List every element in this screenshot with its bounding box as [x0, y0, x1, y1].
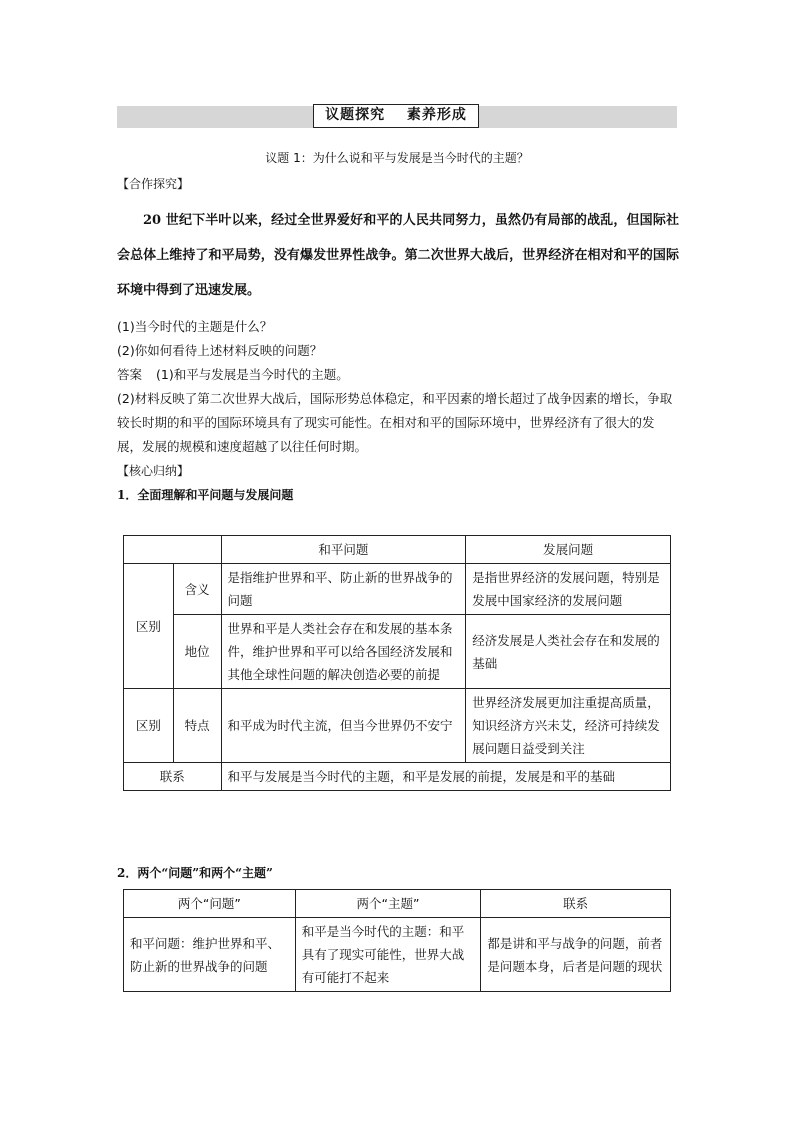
questions-and-answer — [117, 315, 677, 507]
answer-label: 答案 — [117, 367, 143, 382]
row-link-label: 联系 — [124, 763, 222, 791]
table-row — [124, 763, 671, 791]
table-row — [124, 536, 671, 564]
heading-2: 2．两个“问题”和两个“主题” — [117, 866, 273, 880]
material-text: 20 世纪下半叶以来，经过全世界爱好和平的人民共同努力，虽然仍有局部的战乱，但国际社会总体上维持了和平局势，没有爆发世界性战争。第二次世界大战后，世界经济在相对和平的国际环境中得到了迅速发展。 — [117, 213, 679, 298]
status-development: 经济发展是人类社会存在和发展的基础 — [466, 615, 671, 689]
table-row — [124, 890, 671, 918]
table-cell-empty — [124, 536, 222, 564]
answer-2: (2)材料反映了第二次世界大战后，国际形势总体稳定，和平因素的增长超过了战争因素的增长，争取较长时期的和平的国际环境具有了现实可能性。在相对和平的国际环境中，世界经济有了很大的发展，发展的规模和速度超越了以往任何时期。 — [117, 391, 673, 454]
table-row — [124, 615, 671, 689]
header-peace: 和平问题 — [221, 536, 466, 564]
feature-development: 世界经济发展更加注重提高质量，知识经济方兴未艾，经济可持续发展问题日益受到关注 — [466, 689, 671, 763]
feature-peace: 和平成为时代主流，但当今世界仍不安宁 — [221, 689, 466, 763]
header-problems: 两个“问题” — [124, 890, 296, 918]
answer-1-line — [117, 363, 677, 387]
section-banner-title — [313, 104, 479, 128]
table-problems-themes — [123, 889, 671, 992]
cell-problem: 和平问题：维护世界和平、防止新的世界战争的问题 — [124, 918, 296, 992]
cell-theme: 和平是当今时代的主题：和平具有了现实可能性，世界大战有可能打不起来 — [295, 918, 481, 992]
banner-left-text: 议题探究 — [325, 107, 386, 123]
section-cooperate-label: 【合作探究】 — [117, 177, 190, 191]
table-peace-development — [123, 535, 671, 791]
link-text: 和平与发展是当今时代的主题，和平是发展的前提，发展是和平的基础 — [221, 763, 671, 791]
row-status-label: 地位 — [173, 615, 221, 689]
table-row — [124, 918, 671, 992]
header-relation: 联系 — [481, 890, 671, 918]
header-development: 发展问题 — [466, 536, 671, 564]
status-peace: 世界和平是人类社会存在和发展的基本条件，维护世界和平可以给各国经济发展和其他全球性问题的解决创造必要的前提 — [221, 615, 466, 689]
material-paragraph — [117, 203, 679, 308]
banner-right-text: 素养形成 — [406, 107, 467, 123]
row-diff-label: 区别 — [124, 564, 174, 689]
question-1: (1)当今时代的主题是什么？ — [117, 319, 273, 334]
row-meaning-label: 含义 — [173, 564, 221, 615]
row-feature-label: 特点 — [173, 689, 221, 763]
table-row — [124, 564, 671, 615]
answer-1: (1)和平与发展是当今时代的主题。 — [156, 367, 349, 382]
meaning-peace: 是指维护世界和平、防止新的世界战争的问题 — [221, 564, 466, 615]
section-core-label: 【核心归纳】 — [117, 464, 190, 478]
heading-1: 1．全面理解和平问题与发展问题 — [117, 488, 294, 502]
table-row — [124, 689, 671, 763]
question-2: (2)你如何看待上述材料反映的问题？ — [117, 343, 323, 358]
cell-relation: 都是讲和平与战争的问题，前者是问题本身，后者是问题的现状 — [481, 918, 671, 992]
header-themes: 两个“主题” — [295, 890, 481, 918]
row-diff-label-2: 区别 — [124, 689, 174, 763]
meaning-development: 是指世界经济的发展问题，特别是发展中国家经济的发展问题 — [466, 564, 671, 615]
question-title: 议题 1：为什么说和平与发展是当今时代的主题？ — [265, 151, 529, 165]
